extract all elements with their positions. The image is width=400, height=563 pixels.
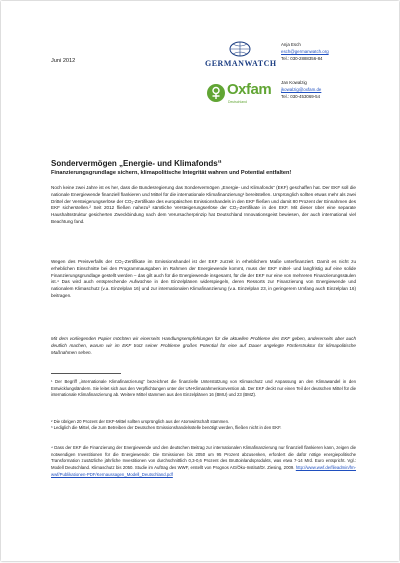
- oxfam-contact: [281, 79, 321, 100]
- footnote-4-link[interactable]: http://www.wwf.de/fileadmin/fm-wwf/Publikationen-PDF/Kernaussagen_Modell_Deutschland.pdf: [51, 465, 356, 477]
- document-subtitle: Finanzierungsgrundlage sichern, klimapolitische Integrität wahren und Potential entfalten!: [51, 170, 292, 176]
- document-date: Juni 2012: [51, 58, 76, 64]
- germanwatch-contact-email[interactable]: esch@germanwatch.org: [281, 49, 329, 54]
- footnote-3: ³ Lediglich die Mittel, die zum Betreiben der Deutschen Emissionshandelsstelle benötigt werden, fließen nicht in den EKF.: [51, 425, 282, 430]
- globe-icon: [229, 41, 251, 57]
- paragraph-purpose: Mit dem vorliegenden Papier möchten wir einerseits Handlungsempfehlungen für die aktuellen Probleme des EKF geben, andererseits aber auch deutlich machen, warum wir im EKF trotz seiner Probleme großes Potential für eine auf Dauer angelegte Förderstruktur für klimapolitische Maßnahmen sehen.: [51, 336, 356, 355]
- footnote-1: ¹ Der Begriff „internationale Klimafinanzierung“ bezeichnet die finanzielle Unterstützung von Klimaschutz und Anpassung an den Klimawandel in den Entwicklungsländern. Sie leitet sich aus den Verpflichtungen unter der UN-Klimarahmenkonvention ab. Der EKF deckt nur einen Teil der deutschen Mittel für die internationale Klimafinanzierung ab. Weitere Mittel stammen aus den Einzelplänen 16 (BMU) und 23 (BMZ).: [51, 379, 356, 398]
- oxfam-wordmark-sub: Deutschland: [228, 100, 247, 104]
- partner-logos: [205, 41, 357, 121]
- document-title: Sondervermögen „Energie- und Klimafonds“: [51, 159, 222, 168]
- germanwatch-logo: [205, 41, 277, 79]
- oxfam-logo: [205, 81, 273, 111]
- oxfam-contact-phone: Tel.: 030-453069-54: [281, 94, 321, 99]
- paragraph-financing: Wegen des Preisverfalls der CO₂-Zertifikate im Emissionshandel ist der EKF zurzeit in erheblichem Maße unterfinanziert. Damit es nicht zu erheblichen Einschnitte bei den Programmausgaben im Rahmen der Energiewende kommt, muss der EKF mittel- und langfristig auf eine solide Finanzierungsgrundlage gestellt werden – das gilt auch für die Energiewende insgesamt, für die der EKF nur eine von mehreren Finanzierungssäulen ist.⁴ Das wird auch entsprechende Aufwüchse in den Einzelplänen widerspiegeln, deren Ressorts zur Finanzierung von Energiewende und nationalem Klimaschutz (v.a. Einzelplan 16) und zur internationalen Klimafinanzierung (v.a. Einzelplan 23, in geringerem Umfang auch Einzelplan 16) beitragen.: [51, 259, 356, 298]
- footnote-2: ² Die übrigen 20 Prozent der EKF-Mittel sollten ursprünglich aus der Atomwirtschaft stammen.: [51, 419, 230, 424]
- oxfam-block: [205, 81, 357, 121]
- germanwatch-block: [205, 41, 357, 81]
- germanwatch-wordmark: GERMANWATCH: [205, 59, 277, 68]
- paragraph-intro: Noch keine zwei Jahre ist es her, dass die Bundesregierung das Sondervermögen „Energie- und Klimafonds“ (EKF) geschaffen hat. Der EKF soll die nationale Energiewende finanziell flankieren und Mittel für die internationale Klimafinanzierung¹ bereitstellen. Ursprünglich sollten etwas mehr als zwei Drittel der Versteigerungserlöse der CO₂-Zertifikate des europäischen Emissionshandels in den EKF fließen und damit 80 Prozent der Einnahmen des EKF sicherstellen.² Seit 2012 fließen nahezu³ sämtliche Versteigerungserlöse der CO₂-Zertifikate in den EKF. Mit dieser über eine separate Haushaltsstruktur gesicherten Zweckbindung nach dem Verursacherprinzip hat Deutschland Innovationsgeist bewiesen, der auch international viel Beachtung fand.: [51, 185, 356, 224]
- oxfam-contact-name: Jan Kowalzig: [281, 80, 307, 85]
- document-page: [1, 1, 399, 561]
- germanwatch-contact-phone: Tel.: 030-2888356-84: [281, 56, 323, 61]
- germanwatch-contact: [281, 41, 329, 62]
- footnote-4: [51, 445, 356, 479]
- oxfam-wordmark: Oxfam: [227, 81, 272, 98]
- germanwatch-contact-name: Anja Esch: [281, 42, 301, 47]
- oxfam-symbol-icon: [207, 84, 225, 102]
- footnote-divider: [51, 373, 121, 374]
- oxfam-contact-email[interactable]: jkowalzig@oxfam.de: [281, 87, 322, 92]
- footnote-4-text: ⁴ Dass der EKF die Finanzierung der Energiewende und den deutschen Beitrag zur internationalen Klimafinanzierung nur finanziell flankieren kann, zeigen die notwendigen Investitionen für die Energiewende: Die Emissionen bis 2050 um 95 Prozent abzusenken, erfordert die dafür nötige energiepolitische Transformation zusätzliche jährliche Investitionen von durchschnittlich 0,3-0,6 Prozent des Bruttoinlandsprodukts, was etwa 7-14 Mrd. Euro entspricht. Vgl.: Modell Deutschland. Klimaschutz bis 2050. Studie im Auftrag des WWF, erstellt von Prognos AG/Öko-Institut/Dr. Ziesing, 2009.: [51, 445, 356, 471]
